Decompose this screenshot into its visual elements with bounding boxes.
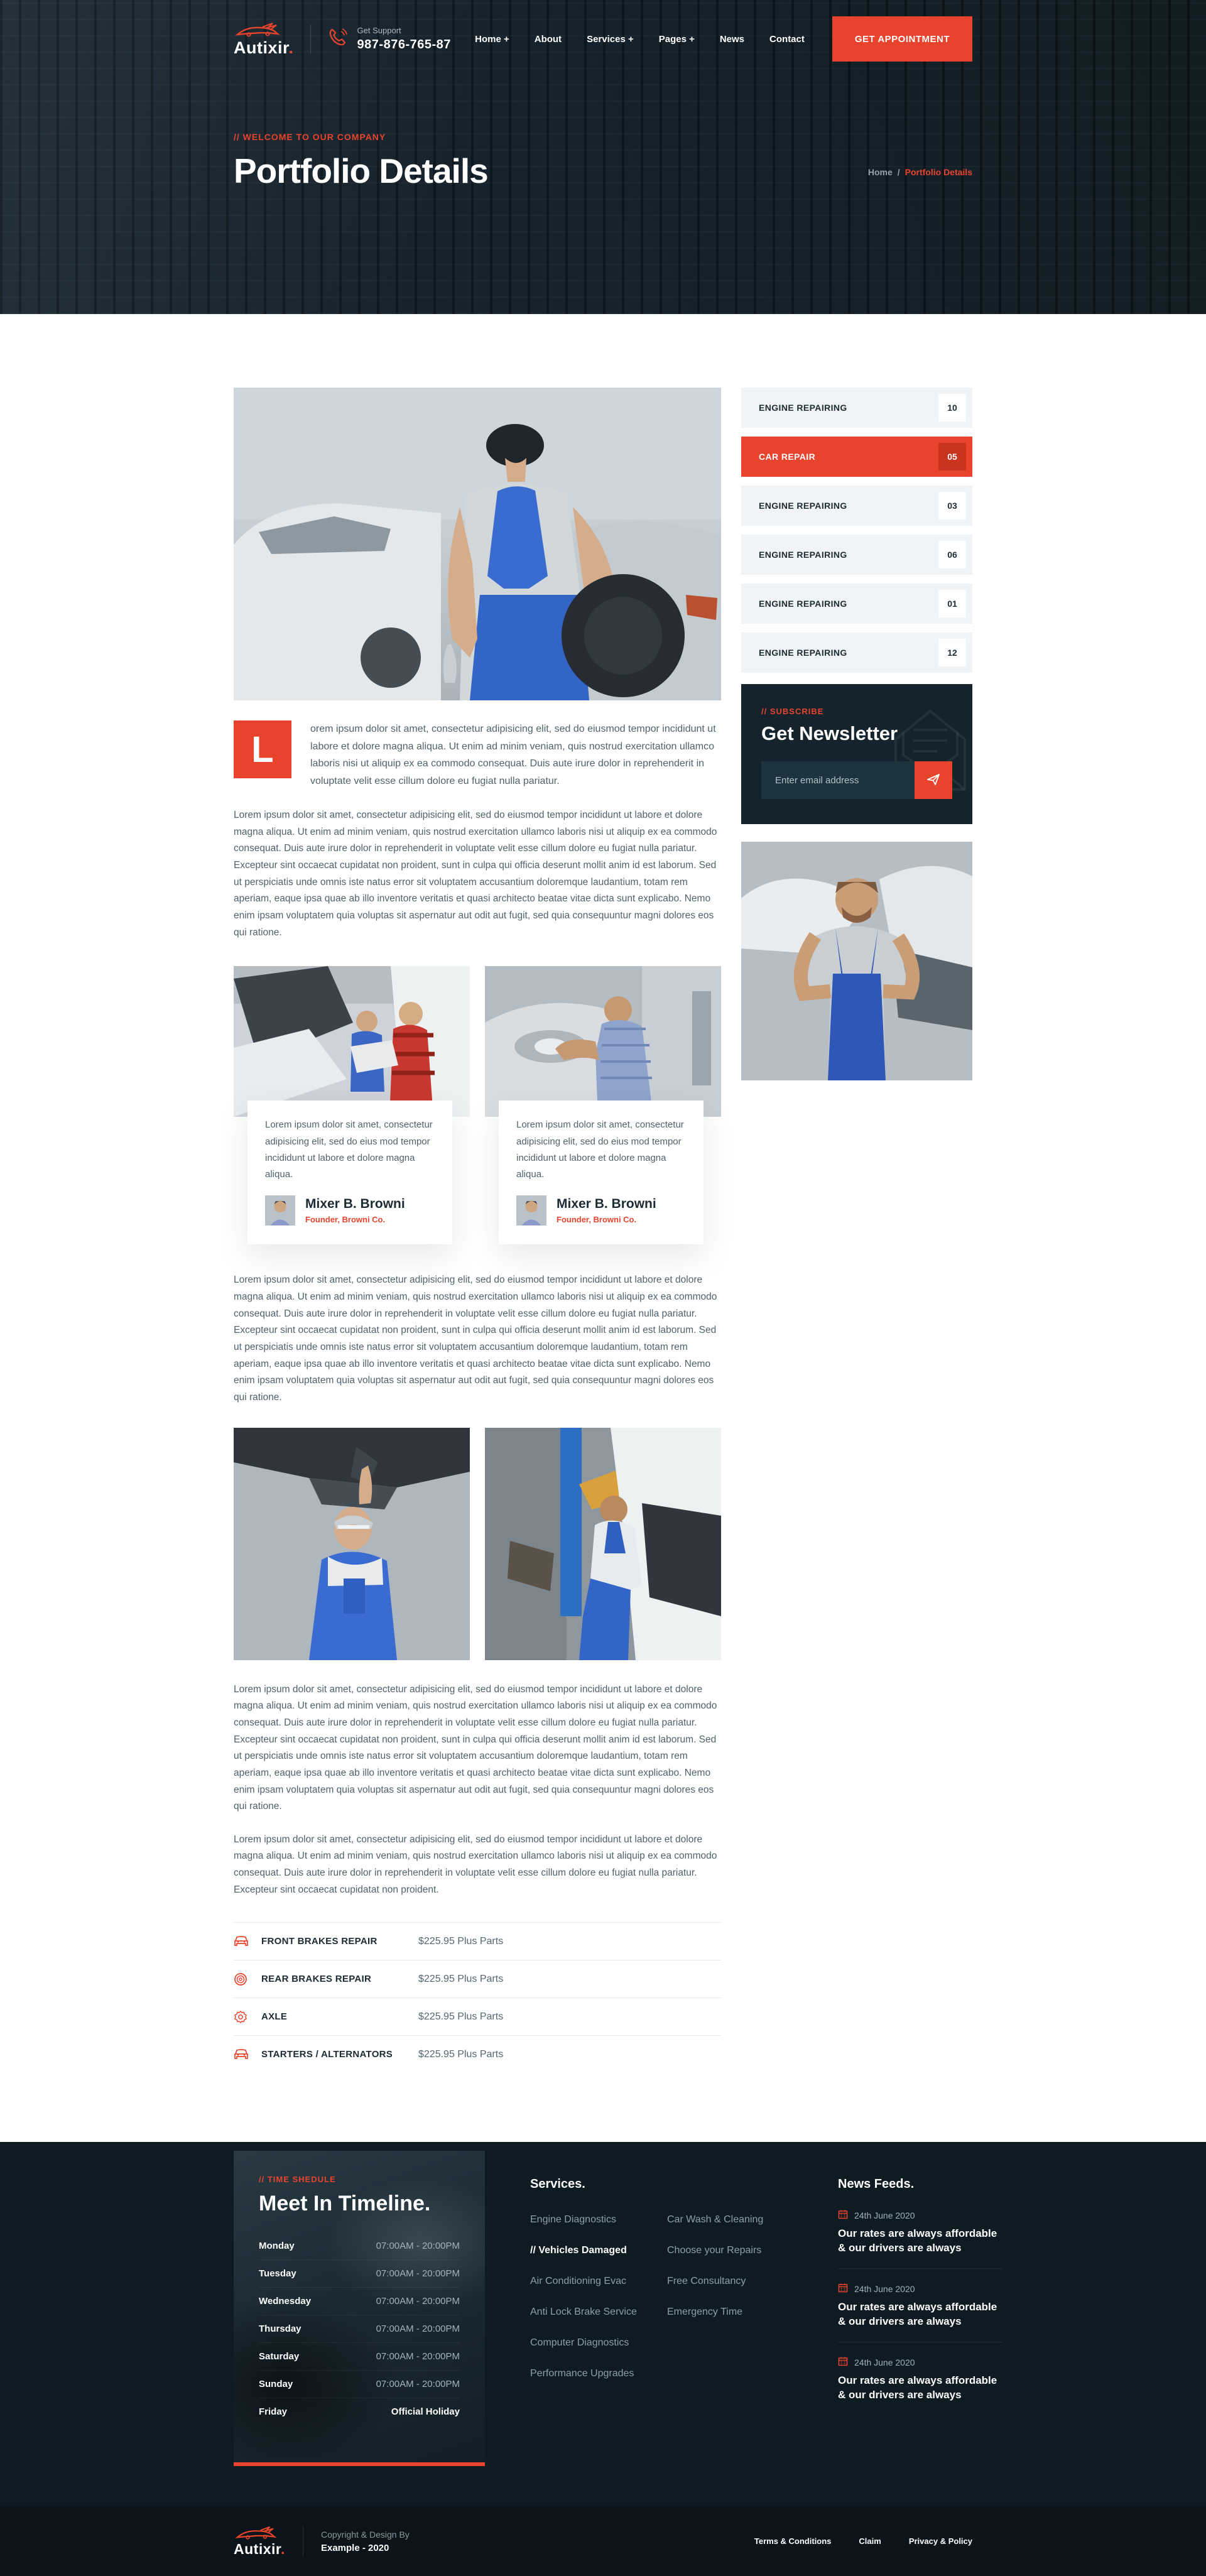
calendar-icon <box>838 2356 848 2368</box>
portfolio-content <box>234 388 721 2073</box>
footer-brand-logo[interactable] <box>234 2526 285 2557</box>
hero-kicker: // WELCOME TO OUR COMPANY <box>234 132 386 142</box>
newsletter-kicker: // SUBSCRIBE <box>761 707 824 716</box>
photo-mechanic-at-engine-bay <box>485 1428 721 1660</box>
price-value: $225.95 Plus Parts <box>418 2048 504 2060</box>
gear-icon <box>234 2010 250 2024</box>
phone-icon <box>327 27 349 52</box>
nav-item-services[interactable]: Services + <box>587 33 634 45</box>
site-header <box>0 0 1206 314</box>
testimonial-quote: Lorem ipsum dolor sit amet, consectetur adipisicing elit, sed do eius mod tempor incididunt ut labore et dolore magna aliqua. <box>516 1119 684 1180</box>
get-appointment-button[interactable]: GET APPOINTMENT <box>832 16 972 62</box>
category-count-badge: 12 <box>938 639 966 666</box>
services-title: Services. <box>530 2177 585 2192</box>
breadcrumb-home[interactable]: Home <box>867 167 893 177</box>
timeline-card <box>234 2151 485 2466</box>
service-link-performance-upgrades[interactable]: Performance Upgrades <box>530 2368 634 2379</box>
timeline-row: Thursday 07:00AM - 20:00PM <box>259 2315 460 2343</box>
timeline-kicker: // TIME SHEDULE <box>259 2175 336 2185</box>
testimonial-avatar <box>516 1195 546 1226</box>
category-list <box>741 388 972 673</box>
car-logo-icon <box>234 2526 285 2541</box>
price-row <box>234 1960 721 1997</box>
price-label: STARTERS / ALTERNATORS <box>261 2049 393 2060</box>
service-link-engine-diagnostics[interactable]: Engine Diagnostics <box>530 2214 616 2225</box>
intro-block <box>234 720 721 790</box>
photo-man-leaning-on-car <box>485 966 721 1117</box>
body-paragraph-2: Lorem ipsum dolor sit amet, consectetur adipisicing elit, sed do eiusmod tempor incididunt ut labore et dolore magna aliqua. Ut enim ad minim veniam, quis nostrud exercitation ullamco laboris nisi ut aliquip ex ea commodo consequat. Duis aute irure dolor in reprehenderit in voluptate velit esse cillum dolore eu fugiat nulla pariatur. Excepteur sint occaecat cupidatat non proident, sunt in culpa qui officia deserunt mollit anim id est laborum. Sed ut perspiciatis unde omnis iste natus error sit voluptatem accusantium doloremque laudantium, totam rem aperiam, eaque ipsa quae ab illo inventore veritatis et quasi architecto beatae vitae dicta sunt explicabo. Nemo enim ipsam voluptatem quia voluptas sit aspernatur aut odit aut fugit, sed quia consequuntur magni dolores eos qui ratione. <box>234 1274 717 1403</box>
footer-brand-name: Autixir. <box>234 2541 285 2558</box>
timeline-row: Sunday 07:00AM - 20:00PM <box>259 2371 460 2398</box>
footer-link-terms[interactable]: Terms & Conditions <box>754 2536 832 2546</box>
copyright-block <box>321 2530 410 2553</box>
news-item[interactable] <box>838 2192 1002 2269</box>
body-paragraph-3: Lorem ipsum dolor sit amet, consectetur adipisicing elit, sed do eiusmod tempor incididunt ut labore et dolore magna aliqua. Ut enim ad minim veniam, quis nostrud exercitation ullamco laboris nisi ut aliquip ex ea commodo consequat. Duis aute irure dolor in reprehenderit in voluptate velit esse cillum dolore eu fugiat nulla pariatur. Excepteur sint occaecat cupidatat non proident, sunt in culpa qui officia deserunt mollit anim id est laborum. Sed ut perspiciatis unde omnis iste natus error sit voluptatem accusantium doloremque laudantium, totam rem aperiam, eaque ipsa quae ab illo inventore veritatis et quasi architecto beatae vitae dicta sunt explicabo. Nemo enim ipsam voluptatem quia voluptas sit aspernatur aut odit aut fugit, sed quia consequuntur magni dolores eos qui ratione. <box>234 1683 717 1812</box>
testimonial-card <box>499 1101 704 1244</box>
photo-mechanic-carrying-tire <box>234 388 721 700</box>
copyright-value: Example - 2020 <box>320 2542 389 2553</box>
timeline-row: Tuesday 07:00AM - 20:00PM <box>259 2260 460 2288</box>
footer-link-claim[interactable]: Claim <box>859 2536 881 2546</box>
news-item[interactable] <box>838 2269 1002 2342</box>
page-hero <box>234 132 972 191</box>
category-count-badge: 03 <box>938 492 966 519</box>
header-divider <box>310 24 311 53</box>
breadcrumb <box>868 167 972 177</box>
price-label: AXLE <box>261 2011 288 2023</box>
news-date: 24th June 2020 <box>854 2357 915 2367</box>
copyright-label: Copyright & Design By <box>320 2529 410 2540</box>
breadcrumb-separator: / <box>897 167 900 177</box>
service-link-anti-lock-brake[interactable]: Anti Lock Brake Service <box>530 2307 637 2318</box>
sidebar-category-engine-repairing-03[interactable]: ENGINE REPAIRING 03 <box>741 486 972 526</box>
category-count-badge: 06 <box>938 541 966 568</box>
body-paragraph-1: Lorem ipsum dolor sit amet, consectetur adipisicing elit, sed do eiusmod tempor incididunt ut labore et dolore magna aliqua. Ut enim ad minim veniam, quis nostrud exercitation ullamco laboris nisi ut aliquip ex ea commodo consequat. Duis aute irure dolor in reprehenderit in voluptate velit esse cillum dolore eu fugiat nulla pariatur. Excepteur sint occaecat cupidatat non proident, sunt in culpa qui officia deserunt mollit anim id est laborum. Sed ut perspiciatis unde omnis iste natus error sit voluptatem accusantium doloremque laudantium, totam rem aperiam, eaque ipsa quae ab illo inventore veritatis et quasi architecto beatae vitae dicta sunt explicabo. Nemo enim ipsam voluptatem quia voluptas sit aspernatur aut odit aut fugit, sed quia consequuntur magni dolores eos qui ratione. <box>234 810 717 938</box>
site-footer <box>0 2142 1206 2576</box>
nav-item-pages[interactable]: Pages + <box>658 33 695 45</box>
news-title: Our rates are always affordable & our drivers are always <box>838 2301 997 2328</box>
category-count-badge: 05 <box>938 443 966 470</box>
timeline-row: Wednesday 07:00AM - 20:00PM <box>259 2288 460 2315</box>
photo-mechanic-under-car <box>234 1428 470 1660</box>
sidebar <box>741 388 972 1080</box>
service-link-free-consultancy[interactable]: Free Consultancy <box>667 2276 746 2287</box>
category-count-badge: 01 <box>938 590 966 617</box>
brand-logo[interactable] <box>234 22 294 57</box>
news-item[interactable] <box>838 2342 1002 2415</box>
breadcrumb-current: Portfolio Details <box>905 167 972 177</box>
news-title: Our rates are always affordable & our drivers are always <box>838 2374 997 2401</box>
newsletter-panel <box>741 684 972 824</box>
timeline-title: Meet In Timeline. <box>259 2192 431 2216</box>
price-value: $225.95 Plus Parts <box>418 1973 504 1984</box>
calendar-icon <box>838 2209 848 2221</box>
timeline-row: Friday Official Holiday <box>259 2406 460 2418</box>
testimonial-author-role: Founder, Browni Co. <box>557 1215 637 1225</box>
nav-item-home[interactable]: Home + <box>475 33 509 45</box>
testimonial-author-role: Founder, Browni Co. <box>305 1215 386 1225</box>
timeline-row: Saturday 07:00AM - 20:00PM <box>259 2343 460 2371</box>
calendar-icon <box>838 2283 848 2295</box>
footer-services <box>530 2151 793 2466</box>
price-value: $225.95 Plus Parts <box>418 2011 504 2022</box>
price-row <box>234 1922 721 1960</box>
testimonial-author-name: Mixer B. Browni <box>305 1197 405 1212</box>
photo-mechanic-portrait <box>741 842 972 1080</box>
price-row <box>234 1997 721 2035</box>
sidebar-category-engine-repairing-12[interactable]: ENGINE REPAIRING 12 <box>741 633 972 673</box>
price-list <box>234 1922 721 2073</box>
car-icon <box>234 1935 250 1948</box>
newsletter-email-input[interactable] <box>761 761 915 799</box>
service-link-emergency-time[interactable]: Emergency Time <box>667 2307 743 2318</box>
top-navigation-bar <box>234 0 972 62</box>
testimonial-block <box>234 966 470 1244</box>
nav-item-about[interactable]: About <box>534 33 562 45</box>
category-count-badge: 10 <box>938 394 966 421</box>
price-label: REAR BRAKES REPAIR <box>261 1974 372 1985</box>
newsletter-send-button[interactable] <box>915 761 952 799</box>
service-link-air-conditioning[interactable]: Air Conditioning Evac <box>530 2276 626 2287</box>
service-link-vehicles-damaged[interactable]: // Vehicles Damaged <box>530 2245 627 2256</box>
photo-mechanics-with-laptop <box>234 966 470 1117</box>
footer-bottom-bar <box>0 2506 1206 2576</box>
support-block <box>327 26 451 52</box>
main-nav <box>475 34 805 45</box>
newsletter-title: Get Newsletter <box>761 722 898 744</box>
brake-disc-icon <box>234 1972 250 1986</box>
service-link-choose-repairs[interactable]: Choose your Repairs <box>667 2245 762 2256</box>
price-value: $225.95 Plus Parts <box>418 1935 504 1947</box>
brand-name: Autixir. <box>234 38 294 57</box>
testimonial-block <box>485 966 721 1244</box>
news-date: 24th June 2020 <box>854 2283 915 2294</box>
sidebar-category-engine-repairing-10[interactable]: ENGINE REPAIRING 10 <box>741 388 972 428</box>
service-link-computer-diagnostics[interactable]: Computer Diagnostics <box>530 2337 629 2349</box>
nav-item-news[interactable]: News <box>719 33 745 45</box>
car-icon <box>234 2048 250 2061</box>
paper-plane-icon <box>926 772 941 789</box>
timeline-row: Monday 07:00AM - 20:00PM <box>259 2232 460 2260</box>
testimonial-card <box>247 1101 452 1244</box>
news-title: Our rates are always affordable & our drivers are always <box>838 2227 997 2254</box>
price-row <box>234 2035 721 2073</box>
nav-item-contact[interactable]: Contact <box>769 33 805 45</box>
car-logo-icon <box>234 22 294 38</box>
sidebar-category-engine-repairing-01[interactable]: ENGINE REPAIRING 01 <box>741 584 972 624</box>
footer-news-feeds <box>838 2151 1002 2466</box>
page-title: Portfolio Details <box>234 151 488 190</box>
support-phone[interactable]: 987-876-765-87 <box>357 38 451 52</box>
body-paragraph-4: Lorem ipsum dolor sit amet, consectetur adipisicing elit, sed do eiusmod tempor incididunt ut labore et dolore magna aliqua. Ut enim ad minim veniam, quis nostrud exercitation ullamco laboris nisi ut aliquip ex ea commodo consequat. Duis aute irure dolor in reprehenderit in voluptate velit esse cillum dolore eu fugiat nulla pariatur. Excepteur sint occaecat cupidatat non proident. <box>234 1834 717 1895</box>
footer-link-privacy[interactable]: Privacy & Policy <box>908 2536 972 2546</box>
service-link-car-wash[interactable]: Car Wash & Cleaning <box>667 2214 764 2225</box>
sidebar-category-engine-repairing-06[interactable]: ENGINE REPAIRING 06 <box>741 535 972 575</box>
testimonial-avatar <box>265 1195 295 1226</box>
news-date: 24th June 2020 <box>854 2210 915 2220</box>
support-label: Get Support <box>357 26 401 35</box>
testimonial-author-name: Mixer B. Browni <box>557 1197 656 1212</box>
price-label: FRONT BRAKES REPAIR <box>261 1936 378 1947</box>
intro-paragraph: orem ipsum dolor sit amet, consectetur adipisicing elit, sed do eiusmod tempor incididunt ut labore et dolore magna aliqua. Ut enim ad minim veniam, quis nostrud exercitation ullamco laboris nisi ut aliquip ex ea commodo consequat. Duis aute irure dolor in reprehenderit in voluptate velit esse cillum dolore eu fugiat nulla pariatur. <box>310 724 716 786</box>
testimonial-quote: Lorem ipsum dolor sit amet, consectetur adipisicing elit, sed do eius mod tempor incididunt ut labore et dolore magna aliqua. <box>265 1119 433 1180</box>
dropcap: L <box>234 720 291 778</box>
testimonial-row <box>234 966 721 1244</box>
sidebar-category-car-repair-active[interactable]: CAR REPAIR 05 <box>741 437 972 477</box>
news-feeds-title: News Feeds. <box>838 2177 915 2192</box>
photo-row <box>234 1428 721 1660</box>
